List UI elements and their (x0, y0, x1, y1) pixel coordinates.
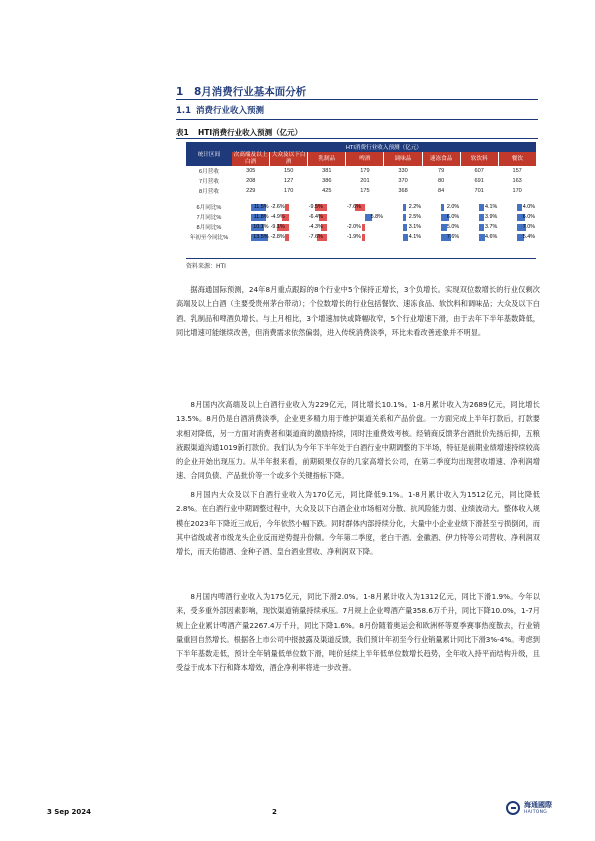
yoy-cell (460, 232, 498, 242)
yoy-value: 7.0% (522, 223, 535, 230)
yoy-bar (517, 204, 522, 211)
table-cell: 79 (437, 168, 445, 174)
table-cell: 229 (246, 188, 256, 194)
yoy-bar (403, 234, 408, 241)
yoy-cell (232, 222, 270, 232)
table-cell: 368 (398, 188, 408, 194)
yoy-cell (346, 212, 384, 222)
row-label: 6月同比% (196, 205, 222, 211)
table-source: 资料来源：HTI (186, 263, 226, 270)
yoy-value: -2.0% (346, 223, 361, 230)
yoy-value: -9.1% (270, 223, 285, 230)
yoy-cell (498, 212, 536, 222)
yoy-bar (285, 234, 289, 241)
yoy-value: 2.2% (408, 203, 422, 210)
yoy-cell (270, 222, 308, 232)
yoy-bar (441, 204, 444, 211)
caption-rule (176, 138, 538, 139)
paragraph-4: 8月国内啤酒行业收入为175亿元，同比下滑2.0%。1-8月累计收入为1312亿元，同比下滑1.9%。今年以来，受多重外部因素影响，现饮渠道销量持续承压。7月规上企业啤酒产量358.6万千升，同比下降10.0%，1-7月规上企业累计啤酒产量2267.4万千升，同比下降1.6%。8月份随着奥运会和欧洲杯等夏季赛事热度散去，行业销量重回自然增长。根据各上市公司中报披露及渠道反馈，我们预计年初至今行业销量累计同比下滑3%-4%。考虑到下半年基数走低，预计全年销量低单位数下滑，吨价延续上半年低单位数增长趋势，全年收入持平而结构升级，且受益于成本下行和降本增效，酒企净利率将进一步改善。 (176, 592, 540, 673)
yoy-value: 6.0% (446, 213, 460, 220)
yoy-bar (403, 214, 406, 221)
yoy-row (186, 232, 536, 242)
table-cell: 305 (246, 168, 256, 174)
yoy-cell (460, 212, 498, 222)
table-caption-title: HTI消费行业收入预测（亿元） (198, 128, 303, 137)
logo-text-en: HAITONG (524, 810, 548, 815)
table-super-header: HTI消费行业收入预测（亿元） (232, 142, 536, 152)
yoy-cell (384, 222, 422, 232)
yoy-cell (270, 202, 308, 212)
revenue-forecast-table (186, 142, 536, 242)
table-cell: 691 (474, 178, 484, 184)
yoy-value: 5.4% (522, 233, 535, 240)
yoy-cell (232, 202, 270, 212)
yoy-value: -9.5% (308, 203, 323, 210)
table-cell: 201 (360, 178, 370, 184)
logo-text-cn: 海通國際 (524, 801, 552, 809)
yoy-value: 2.5% (408, 213, 422, 220)
yoy-bar (479, 204, 484, 211)
section-title: 8月消费行业基本面分析 (194, 86, 307, 98)
column-header: 次高端及以上白酒 (232, 152, 270, 166)
yoy-cell (270, 212, 308, 222)
yoy-value: 2.0% (446, 203, 460, 210)
yoy-cell (346, 232, 384, 242)
table-cell: 381 (322, 168, 332, 174)
row-label: 6月营收 (199, 169, 219, 175)
yoy-bar (403, 224, 407, 231)
table-cell: 157 (512, 168, 522, 174)
yoy-row (186, 202, 536, 212)
section-number: 1 (176, 86, 184, 98)
yoy-cell (346, 202, 384, 212)
yoy-cell (384, 202, 422, 212)
haitong-logo (506, 799, 552, 821)
yoy-cell (460, 202, 498, 212)
yoy-cell (422, 212, 460, 222)
yoy-value: 4.0% (522, 203, 535, 210)
table-row (186, 166, 536, 176)
table-row (186, 186, 536, 196)
yoy-value: 5.0% (446, 223, 460, 230)
footer-date: 3 Sep 2024 (47, 808, 92, 816)
column-header: 乳制品 (308, 152, 346, 166)
section-heading (176, 84, 306, 99)
table-cell: 127 (283, 178, 294, 184)
yoy-bar (479, 224, 484, 231)
yoy-cell (232, 232, 270, 242)
yoy-cell (498, 222, 536, 232)
yoy-value: 6.0% (522, 213, 535, 220)
table-cell: 179 (360, 168, 370, 174)
yoy-value: -2.6% (270, 203, 285, 210)
row-label: 7月营收 (199, 179, 219, 185)
subsection-heading (176, 104, 264, 116)
table-cell: 170 (512, 188, 522, 194)
yoy-cell (308, 222, 346, 232)
column-header: 啤酒 (346, 152, 384, 166)
yoy-cell (308, 212, 346, 222)
table-cell: 150 (283, 168, 294, 174)
subsection-title: 消费行业收入预测 (196, 106, 265, 116)
yoy-row (186, 222, 536, 232)
row-label: 7月同比% (196, 215, 222, 221)
column-header: 软饮料 (460, 152, 498, 166)
yoy-cell (270, 232, 308, 242)
footer-page-number: 2 (272, 808, 277, 816)
stat-header: 统计区间 (186, 142, 232, 166)
yoy-value: -1.9% (346, 233, 361, 240)
yoy-value: -6.4% (308, 213, 323, 220)
row-label: 8月营收 (199, 189, 219, 195)
yoy-cell (460, 222, 498, 232)
column-header: 大众及以下白酒 (270, 152, 308, 166)
yoy-value: -4.3% (308, 223, 323, 230)
yoy-value: -4.9% (270, 213, 285, 220)
yoy-value: 11.8% (253, 213, 269, 220)
paragraph-2: 8月国内次高端及以上白酒行业收入为229亿元，同比增长10.1%。1-8月累计收入为2689亿元，同比增长13.5%。8月仍是白酒消费淡季，企业更多精力用于维护渠道关系和产品价盘。一方面完成上半年打款后，打款要求相对降低，另一方面对消费者和渠道商的激励持续，同时注重费效考核。经销商反馈茅台酒批价先扬后抑，五粮液跟渠道沟通1019新打款价。我们认为今年下半年处于白酒行业中期调整的下半场，特征是前期业绩增速持续较高的企业开始出现压力。从半年报来看，前期硕果仅存的几家高增长公司，在第二季度均出现营收增速、净利润增速、合同负债、产品批价等一个或多个关键指标下降。 (176, 400, 540, 481)
table-caption-number: 表1 (176, 128, 189, 137)
table-cell: 163 (512, 178, 522, 184)
column-header: 速冻食品 (422, 152, 460, 166)
table-cell: 330 (398, 168, 408, 174)
subsection-number: 1.1 (176, 106, 192, 116)
yoy-cell (308, 202, 346, 212)
yoy-cell (498, 232, 536, 242)
row-label: 年初至今同比% (189, 235, 229, 241)
subsection-rule (176, 119, 538, 120)
yoy-value: 4.6% (484, 233, 498, 240)
table-cell: 607 (474, 168, 484, 174)
yoy-cell (308, 232, 346, 242)
table-bottom-rule (186, 258, 536, 259)
row-label: 8月同比% (196, 225, 222, 231)
column-header: 餐饮 (498, 152, 536, 166)
table-cell: 701 (474, 188, 484, 194)
yoy-cell (422, 232, 460, 242)
yoy-value: 4.1% (408, 233, 422, 240)
table-cell: 425 (322, 188, 332, 194)
yoy-value: 5.8% (370, 213, 383, 220)
yoy-value: 11.5% (253, 203, 269, 210)
yoy-cell (346, 222, 384, 232)
yoy-bar (362, 224, 365, 231)
yoy-value: 3.9% (484, 213, 498, 220)
yoy-cell (384, 212, 422, 222)
paragraph-3: 8月国内大众及以下白酒行业收入为170亿元，同比降低9.1%。1-8月累计收入为1512亿元，同比降低2.8%。在白酒行业中期调整过程中，大众及以下白酒企业市场相对分散、抗风险能力弱、业绩波动大。整体收入规模在2023年下降近三成后，今年依然小幅下跌。同时群体内部持续分化，大量中小企业业绩下滑甚至亏损倒闭，而其中省级或者市级龙头企业反而逆势提升份额。今年第二季度，老白干酒、金徽酒、伊力特等公司营收、净利润双增长，而天佑德酒、金种子酒、皇台酒业营收、净利润双下降。 (176, 490, 540, 557)
yoy-cell (422, 202, 460, 212)
yoy-value: -7.6% (308, 233, 323, 240)
table-cell: 80 (437, 178, 445, 184)
yoy-value: 13.5% (253, 233, 269, 240)
haitong-logo-icon (506, 801, 520, 815)
yoy-value: 3.7% (484, 223, 498, 230)
table-cell: 370 (398, 178, 408, 184)
yoy-value: 3.1% (408, 223, 422, 230)
yoy-value: -2.8% (270, 233, 285, 240)
section-rule (176, 99, 538, 100)
yoy-bar (285, 204, 288, 211)
yoy-cell (422, 222, 460, 232)
yoy-value: 7.6% (446, 233, 460, 240)
yoy-value: -7.6% (346, 203, 361, 210)
table-row (186, 176, 536, 186)
yoy-cell (384, 232, 422, 242)
table-caption (176, 127, 302, 138)
table-cell: 175 (360, 188, 370, 194)
paragraph-1: 据海通国际预测，24年8月重点跟踪的8个行业中5个保持正增长，3个负增长。实现双位数增长的行业仅剩次高端及以上白酒（主要受贵州茅台带动）；个位数增长的行业包括餐饮、速冻食品、软饮料和调味品；大众及以下白酒、乳制品和啤酒负增长。与上月相比，3个增速加快或降幅收窄，5个行业增速下滑，由于去年下半年基数降低，同比增速可能继续改善，但消费需求依然偏弱，进入传统消费淡季，环比未看改善迹象并不明显。 (176, 285, 540, 337)
yoy-bar (403, 204, 406, 211)
yoy-bar (479, 214, 484, 221)
column-header: 调味品 (384, 152, 422, 166)
yoy-bar (362, 234, 364, 241)
yoy-value: 4.1% (484, 203, 498, 210)
table-cell: 84 (437, 188, 445, 194)
yoy-cell (498, 202, 536, 212)
yoy-value: 10.1% (253, 223, 269, 230)
table-cell: 170 (283, 188, 294, 194)
yoy-row (186, 212, 536, 222)
yoy-cell (232, 212, 270, 222)
table-cell: 208 (246, 178, 256, 184)
table-cell: 386 (322, 178, 332, 184)
